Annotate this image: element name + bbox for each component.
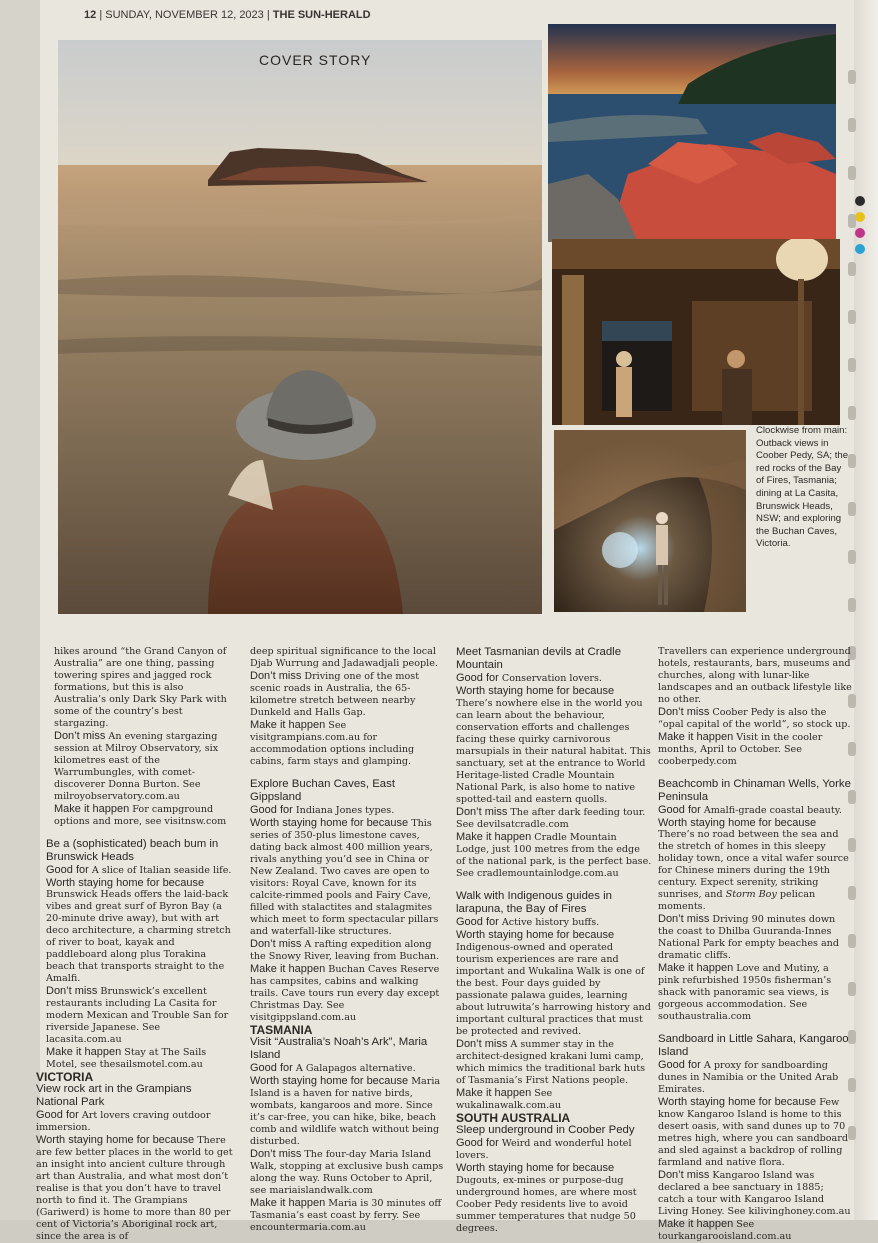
buchan-caves-illustration [554,430,746,612]
worth-staying-label: Worth staying home for because [456,1162,615,1174]
good-for-text: Conservation lovers. [501,673,602,684]
dont-miss-text: Kangaroo Island was declared a bee sanctuary in 1885; catch a tour with Kangaroo Island Living Honey. See kilivinghoney.com.au [658,1170,851,1217]
worth-staying-label: Worth staying home for because [658,817,817,829]
dont-miss-label: Don’t miss [46,985,98,997]
worth-staying [250,1075,446,1148]
section-heading: Meet Tasmanian devils at Cradle Mountain [456,646,622,671]
worth-staying-text: Indigenous-owned and operated tourism experiences are rare and important and Wukalina Walk is one of the best. Four days guided by passionate palawa guides, learning about lutruwita’s harrowing history and important cultural practices that must be protected and revived. [456,942,651,1037]
dont-miss-text: Driving 90 minutes down the coast to Dhilba Guuranda-Innes National Park for empty beaches and dramatic cliffs. [658,914,840,961]
dont-miss-text: The four-day Maria Island Walk, stopping at exclusive bush camps along the way. Runs October to April, see mariaislandwalk.com [250,1149,444,1196]
page-header [84,9,371,21]
make-it-happen-text: Maria is 30 minutes off Tasmania’s east coast by ferry. See encountermaria.com.au [250,1198,442,1233]
good-for-label: Good for [658,804,701,816]
section-coober-pedy [456,1124,652,1235]
section-little-sahara [658,1033,852,1243]
dont-miss-label: Don’t miss [250,670,302,682]
make-it-happen-label: Make it happen [250,963,326,975]
make-it-happen-label: Make it happen [456,831,532,843]
article-column-4 [658,646,852,1243]
make-it-happen [250,963,446,1024]
photo-bay-of-fires [548,24,836,242]
section-heading: View rock art in the Grampians National Park [36,1083,192,1108]
good-for [658,804,852,817]
good-for-text: Weird and wonderful hotel lovers. [456,1138,632,1161]
worth-staying [456,929,652,1038]
binding-hole [848,166,856,180]
make-it-happen-label: Make it happen [658,1218,734,1230]
section-brunswick-heads [36,838,236,1071]
dont-miss [658,1169,852,1218]
dont-miss-text: Brunswick’s excellent restaurants including La Casita for modern Mexican and Trouble San for riverside Japanese. See lacasita.com.au [46,986,229,1045]
worth-staying-text-a: There’s no road between the sea and the stretch of homes in this sleepy holiday town, once a vital wafer source for Chinese miners during the 19th century. Expect serenity, striking sunrises, and [658,829,849,900]
dont-miss [456,1038,652,1087]
good-for-text: A Galapagos alternative. [295,1063,416,1074]
registration-dot-black [855,196,865,206]
dont-miss-label: Don’t miss [456,806,508,818]
worth-staying-text-b: pelican moments. [658,889,816,912]
binding-hole [848,406,856,420]
binding-hole [848,598,856,612]
dont-miss [658,913,852,962]
make-it-happen-text: Stay at The Sails Motel, see thesailsmotel.com.au [46,1047,207,1070]
worth-staying [456,1162,652,1235]
good-for [36,1109,236,1134]
dont-miss-text: An evening stargazing session at Milroy Observatory, six kilometres east of the Warrumbungles, with comet-discoverer Donna Burton. See milroyobservatory.com.au [54,731,219,802]
section-maria-island [250,1036,446,1234]
make-it-happen [46,1046,236,1071]
make-it-happen-text: See wukalinawalk.com.au [456,1088,562,1111]
good-for [46,864,236,877]
make-it-happen-label: Make it happen [54,803,130,815]
page-left-margin [0,0,40,1220]
binding-hole [848,358,856,372]
worth-staying-label: Worth staying home for because [46,877,205,889]
good-for [456,916,652,929]
worth-staying-text: Few know Kangaroo Island is home to this desert oasis, with sand dunes up to 70 metres high, where you can sandboard and sled against a backdrop of rolling farmland and native flora. [658,1097,848,1168]
registration-dot-yellow [855,212,865,222]
good-for-label: Good for [250,1062,293,1074]
dont-miss [250,938,446,963]
good-for-label: Good for [658,1059,701,1071]
dont-miss-text: A rafting expedition along the Snowy River, leaving from Buchan. [250,939,440,962]
col4-intro-text: Travellers can experience underground hotels, restaurants, bars, museums and churches, along with lunar-like landscapes and an outback lifestyle like no other. [658,646,852,705]
binding-hole [848,310,856,324]
worth-staying [250,817,446,938]
worth-staying-text: There are few better places in the world to get an insight into ancient culture through art than Australia, and what most don’t realise is that you don’t have to travel north to find it. The Grampians (Gariwerd) is home to more than 80 per cent of Victoria’s Aboriginal rock art, since the area is of [36,1135,233,1242]
section-heading: Sandboard in Little Sahara, Kangaroo Island [658,1033,849,1058]
la-casita-illustration [552,239,840,425]
dont-miss-text: The after dark feeding tour. See devilsatcradle.com [456,807,646,830]
good-for-text: A slice of Italian seaside life. [91,865,232,876]
good-for-label: Good for [36,1109,79,1121]
dont-miss [456,806,652,831]
section-heading: Walk with Indigenous guides in larapuna, the Bay of Fires [456,890,612,915]
good-for [456,672,652,685]
dont-miss-text: A summer stay in the architect-designed krakani lumi camp, which mimics the traditional bark huts of Tasmania’s First Nations people. [456,1039,646,1086]
good-for-text: Amalfi-grade coastal beauty. [703,805,842,816]
section-label-cover-story: COVER STORY [259,52,372,68]
worth-staying-italic: Storm Boy [725,889,777,900]
worth-staying-label: Worth staying home for because [250,817,409,829]
main-photo-outback [58,40,542,614]
binding-hole [848,550,856,564]
good-for-label: Good for [250,804,293,816]
make-it-happen [658,962,852,1023]
good-for-text: Art lovers craving outdoor immersion. [36,1110,211,1133]
dont-miss-label: Don’t miss [456,1038,508,1050]
good-for [250,1062,446,1075]
section-heading: Sleep underground in Coober Pedy [456,1124,635,1136]
section-heading: Explore Buchan Caves, East Gippsland [250,778,395,803]
worth-staying-text [658,829,852,913]
header-separator: | [99,9,103,21]
region-heading-victoria: VICTORIA [36,1070,94,1084]
article-column-2 [250,646,446,1234]
region-heading-tasmania: TASMANIA [250,1023,313,1037]
dont-miss [46,985,236,1046]
make-it-happen-text: Visit in the cooler months, April to October. See cooberpedy.com [658,732,823,767]
dont-miss-label: Don’t miss [250,1148,302,1160]
section-chinaman-wells [658,778,852,1023]
section-heading: Be a (sophisticated) beach bum in Brunswick Heads [46,838,219,863]
dont-miss-label: Don’t miss [658,913,710,925]
make-it-happen-label: Make it happen [46,1046,122,1058]
worth-staying-label: Worth staying home for because [36,1134,195,1146]
worth-staying-label: Worth staying home for because [456,685,615,697]
make-it-happen [250,1197,446,1234]
section-grampians [36,1083,236,1243]
binding-hole [848,70,856,84]
worth-staying-text: There’s nowhere else in the world you can learn about the behaviour, conservation efforts and challenges facing these quirky carnivorous marsupials in their natural habitat. This sanctuary, set at the entrance to World Heritage-listed Cradle Mountain National Park, is also home to native spotted-tail and eastern quolls. [456,698,651,805]
worth-staying-text: This series of 350-plus limestone caves, dating back almost 400 million years, rivals anything you’d see in China or New Zealand. Two caves are open to visitors: Royal Cave, known for its calcite-rimmed pools and Fairy Cave, filled with stalactites and stalagmites which meet to form spectacular pillars and waterfall-like structures. [250,818,439,937]
colour-registration-marks [855,196,867,260]
photo-caption: Clockwise from main: Outback views in Coober Pedy, SA; the red rocks of the Bay of Fires, Tasmania; dining at La Casita, Brunswick Heads, NSW; and exploring the Buchan Caves, Victoria. [756,425,849,550]
section-buchan-caves [250,778,446,1024]
make-it-happen-label: Make it happen [250,1197,326,1209]
article-column-1 [36,646,236,1243]
make-it-happen-label: Make it happen [250,719,326,731]
worth-staying [456,685,652,806]
make-it-happen [456,1087,652,1112]
worth-staying [658,1096,852,1169]
header-separator: | [266,9,270,21]
dont-miss-label: Don’t miss [658,1169,710,1181]
dont-miss [250,1148,446,1197]
make-it-happen [658,731,852,768]
header-paper-name: THE SUN-HERALD [272,9,371,21]
col2-intro-text: deep spiritual significance to the local Djab Wurrung and Jadawadjali people. [250,646,438,669]
page-number: 12 [84,9,97,21]
worth-staying-text: Brunswick Heads offers the laid-back vibes and great surf of Byron Bay (a 20-minute drive away), but with art deco architecture, a charming stretch of river to boat, kayak and paddleboard along plus Torakina beach that transports straight to the Amalfi. [46,889,231,984]
section-heading: Beachcomb in Chinaman Wells, Yorke Peninsula [658,778,851,803]
registration-dot-magenta [855,228,865,238]
dont-miss [250,670,446,719]
header-date: SUNDAY, NOVEMBER 12, 2023 [105,9,264,21]
dont-miss-text: Driving one of the most scenic roads in Australia, the 65-kilometre stretch between nearby Dunkeld and Halls Gap. [250,671,420,718]
section-bay-of-fires [456,890,652,1112]
worth-staying-text: Dugouts, ex-mines or purpose-dug underground homes, are where most Coober Pedy residents live to avoid summer temperatures that nudge 50 degrees. [456,1175,637,1234]
dont-miss-label: Don’t miss [250,938,302,950]
make-it-happen [250,719,446,768]
col1-dont-miss [36,730,236,803]
make-it-happen-label: Make it happen [658,731,734,743]
binding-hole [848,262,856,276]
outback-illustration [58,40,542,614]
good-for-label: Good for [456,1137,499,1149]
dont-miss [658,706,852,731]
make-it-happen [456,831,652,880]
make-it-happen-text: For campground options and more, see visitnsw.com [54,804,227,827]
good-for [250,804,446,817]
good-for-label: Good for [456,672,499,684]
col1-intro-text: hikes around “the Grand Canyon of Australia” are one thing, passing towering spires and jagged rock formations, but this is also Australia’s only Dark Sky Park with some of the country’s best stargazing. [54,646,227,729]
col1-make-it-happen [36,803,236,828]
make-it-happen-label: Make it happen [456,1087,532,1099]
make-it-happen-text: See tourkangarooisland.com.au [658,1219,792,1242]
make-it-happen-text: Buchan Caves Reserve has campsites, cabins and walking trails. Cave tours run every day except Christmas Day. See visitgippsland.com.au [250,964,440,1023]
good-for-text: Active history buffs. [501,917,600,928]
good-for-text: Indiana Jones types. [295,805,395,816]
bay-of-fires-illustration [548,24,836,242]
good-for-label: Good for [456,916,499,928]
make-it-happen [658,1218,852,1243]
worth-staying-text: Maria Island is a haven for native birds, wombats, kangaroos and more. Since it’s car-free, you can hike, bike, beach comb and wildlife watch without being disturbed. [250,1076,441,1147]
good-for-text: A proxy for sandboarding dunes in Namibia or the United Arab Emirates. [658,1060,839,1095]
page-right-edge [854,0,878,1220]
dont-miss-label: Don’t miss [54,730,106,742]
make-it-happen-text: See visitgrampians.com.au for accommodation options including cabins, farm stays and glamping. [250,720,415,767]
region-heading-south-australia: SOUTH AUSTRALIA [456,1111,571,1125]
worth-staying [36,1134,236,1243]
section-heading: Visit “Australia’s Noah’s Ark”, Maria Island [250,1036,428,1061]
dont-miss-text: Coober Pedy is also the “opal capital of the world”, so stock up. [658,707,851,730]
photo-la-casita-dining [552,239,840,425]
worth-staying-label: Worth staying home for because [250,1075,409,1087]
photo-buchan-caves [554,430,746,612]
make-it-happen-label: Make it happen [658,962,734,974]
registration-dot-cyan [855,244,865,254]
good-for [658,1059,852,1096]
dont-miss-label: Don’t miss [658,706,710,718]
good-for-label: Good for [46,864,89,876]
good-for [456,1137,652,1162]
worth-staying-label: Worth staying home for because [658,1096,817,1108]
article-column-3 [456,646,652,1235]
make-it-happen-text: Love and Mutiny, a pink refurbished 1950s fisherman’s shack with panoramic sea views, is gorgeous accommodation. See southaustralia.com [658,963,832,1022]
make-it-happen-text: Cradle Mountain Lodge, just 100 metres from the edge of the national park, is the perfect base. See cradlemountainlodge.com.au [456,832,652,879]
section-cradle-mountain [456,646,652,880]
binding-hole [848,118,856,132]
worth-staying-label: Worth staying home for because [456,929,615,941]
